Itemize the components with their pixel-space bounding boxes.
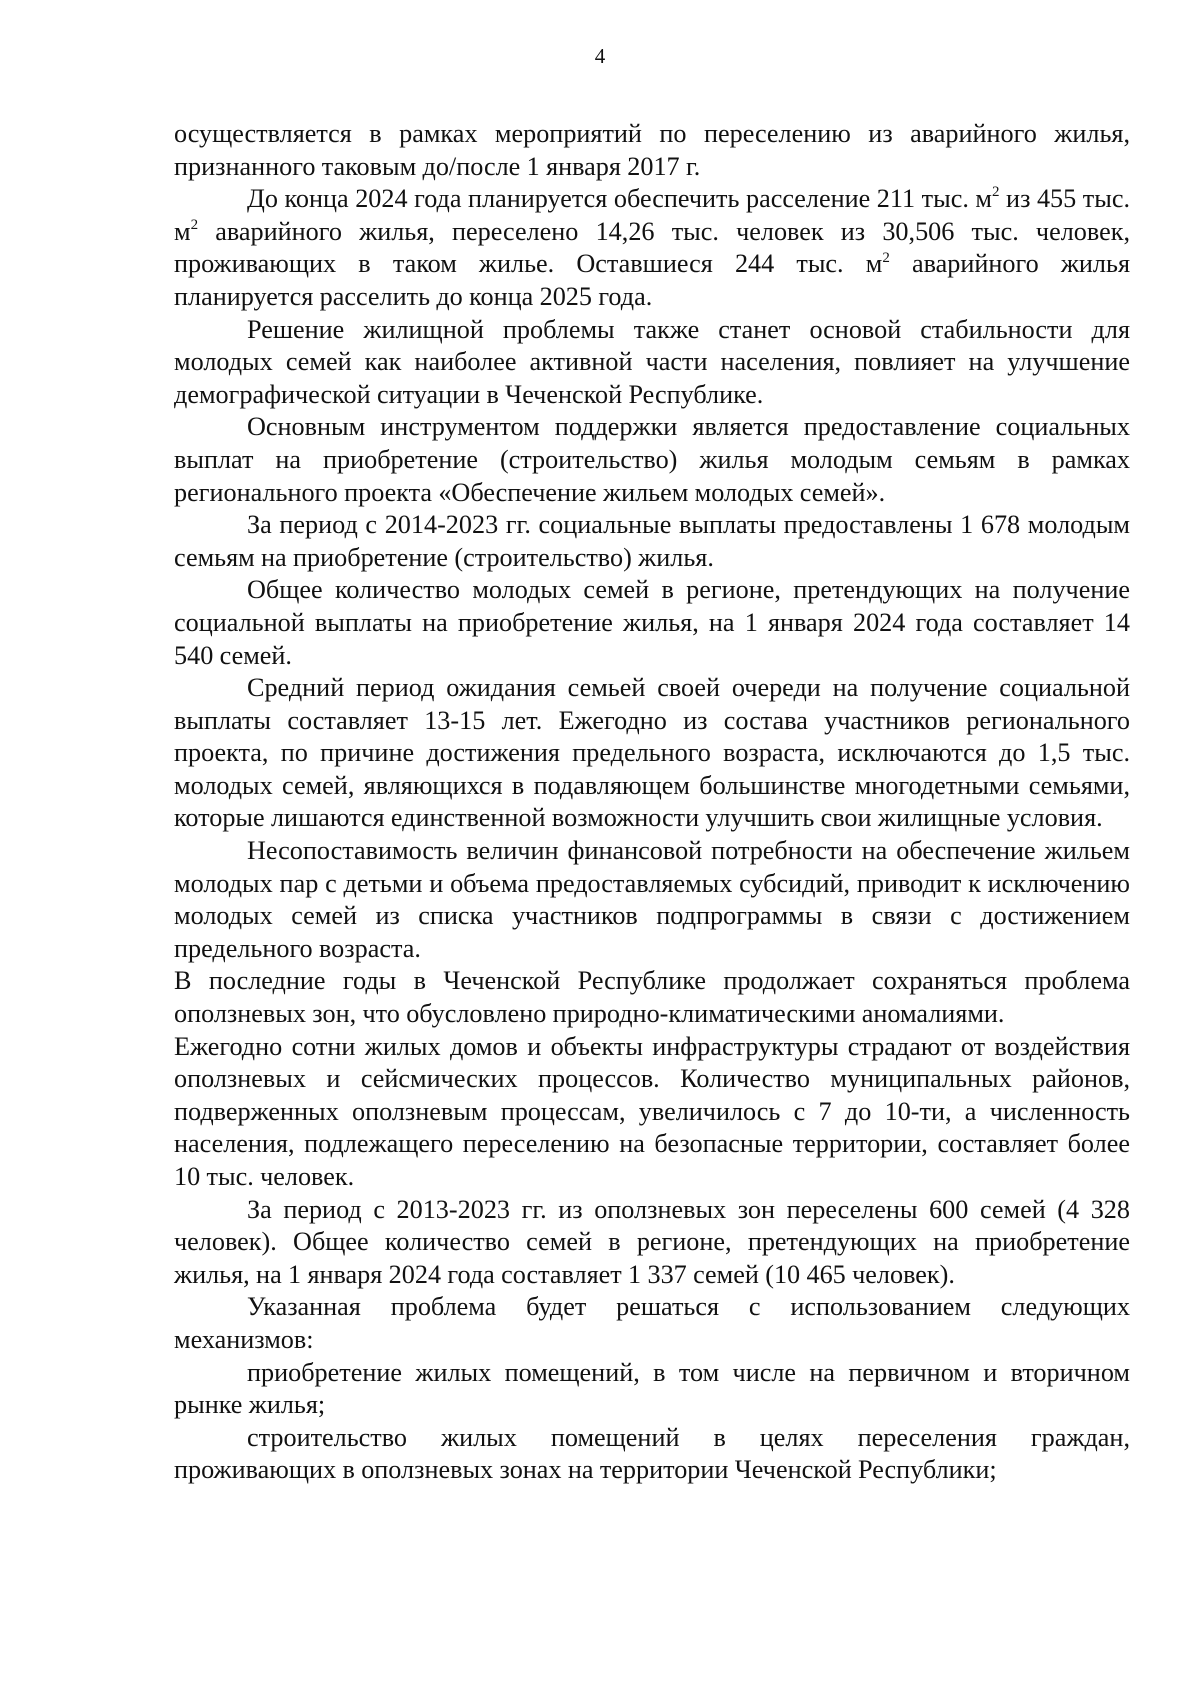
paragraph-2-text-4: аварийного жилья планируется расселить до конца 2025 года. <box>174 249 1130 311</box>
paragraph-14: строительство жилых помещений в целях переселения граждан, проживающих в оползневых зонах на территории Чеченской Республики; <box>174 1422 1130 1485</box>
paragraph-6: Общее количество молодых семей в регионе, претендующих на получение социальной выплаты на приобретение жилья, на 1 января 2024 года составляет 14 540 семей. <box>174 575 1130 670</box>
paragraph-13: приобретение жилых помещений, в том числе на первичном и вторичном рынке жилья; <box>174 1357 1130 1420</box>
square-meter-superscript: 2 <box>992 184 1000 201</box>
paragraph-2-text-2: из 455 тыс. м <box>174 184 1131 246</box>
paragraph-9: В последние годы в Чеченской Республике продолжает сохраняться проблема оползневых зон, что обусловлено природно-климатическими аномалиями. <box>174 966 1130 1029</box>
paragraph-5: За период с 2014-2023 гг. социальные выплаты предоставлены 1 678 молодым семьям на приобретение (строительство) жилья. <box>174 510 1130 572</box>
paragraph-2-text-1: До конца 2024 года планируется обеспечить расселение 211 тыс. м <box>247 184 992 214</box>
paragraph-4: Основным инструментом поддержки является предоставление социальных выплат на приобретение (строительство) жилья молодым семьям в рамках регионального проекта «Обеспечение жильем молодых семей». <box>174 412 1130 507</box>
paragraph-7: Средний период ожидания семьей своей очереди на получение социальной выплаты составляет 13-15 лет. Ежегодно из состава участников регионального проекта, по причине достижения предельного возраста, исключаются до 1,5 тыс. молодых семей, являющихся в подавляющем большинстве многодетными семьями, которые лишаются единственной возможности улучшить свои жилищные условия. <box>174 673 1130 833</box>
square-meter-superscript: 2 <box>190 217 199 234</box>
paragraph-12: Указанная проблема будет решаться с использованием следующих механизмов: <box>174 1292 1130 1354</box>
page-number: 4 <box>594 44 606 68</box>
paragraph-11: За период с 2013-2023 гг. из оползневых зон переселены 600 семей (4 328 человек). Общее количество семей в регионе, претендующих на приобретение жилья, на 1 января 2024 года составляет 1 337 семей (10 465 человек). <box>174 1194 1130 1289</box>
paragraph-10: Ежегодно сотни жилых домов и объекты инфраструктуры страдают от воздействия оползневых и сейсмических процессов. Количество муниципальных районов, подверженных оползневым процессам, увеличилось с 7 до 10-ти, а численность населения, подлежащего переселению на безопасные территории, составляет более 10 тыс. человек. <box>174 1031 1130 1191</box>
document-body <box>174 118 1130 1487</box>
paragraph-1: осуществляется в рамках мероприятий по переселению из аварийного жилья, признанного таковым до/после 1 января 2017 г. <box>174 119 1130 181</box>
paragraph-2-text-3: аварийного жилья, переселено 14,26 тыс. человек из 30,506 тыс. человек, проживающих в таком жилье. Оставшиеся 244 тыс. м <box>174 216 1130 279</box>
paragraph-3: Решение жилищной проблемы также станет основой стабильности для молодых семей как наиболее активной части населения, повлияет на улучшение демографической ситуации в Чеченской Республике. <box>174 314 1130 409</box>
paragraph-8: Несопоставимость величин финансовой потребности на обеспечение жильем молодых пар с детьми и объема предоставляемых субсидий, приводит к исключению молодых семей из списка участников подпрограммы в связи с достижением предельного возраста. <box>174 836 1130 963</box>
square-meter-superscript: 2 <box>882 249 890 266</box>
paragraph-2 <box>174 183 1130 313</box>
